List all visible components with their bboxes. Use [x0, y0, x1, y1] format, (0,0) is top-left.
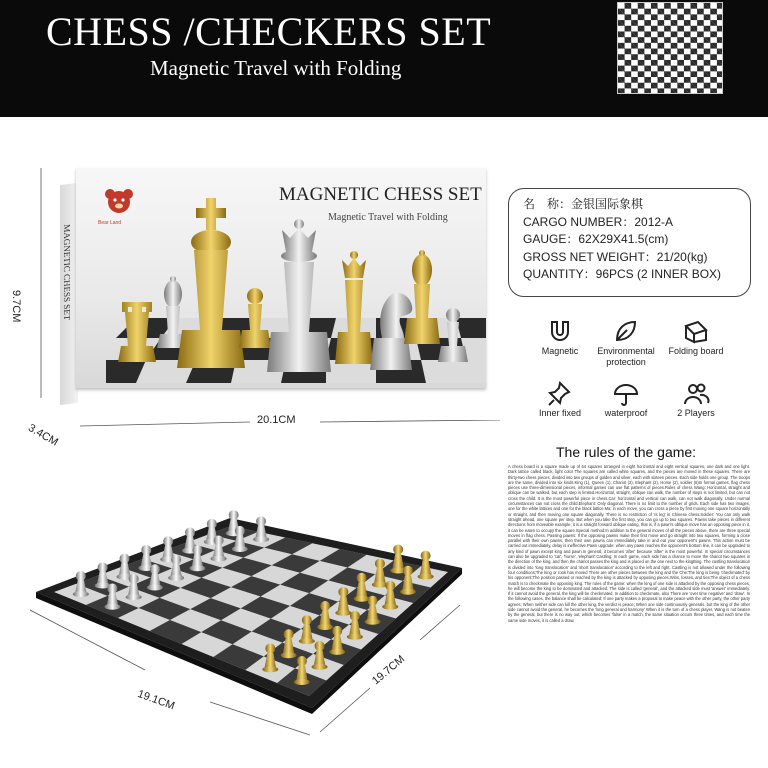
product-name-row: [523, 196, 736, 214]
quantity: QUANTITY：96PCS (2 INNER BOX): [523, 267, 722, 282]
board-side-b-label: 19.7CM: [370, 653, 408, 688]
pin-icon: [546, 380, 574, 408]
box-front: [76, 168, 486, 388]
feature-environmental: [586, 318, 666, 368]
box-width-arrow: [80, 420, 500, 432]
silver-pawn-piece: [438, 306, 468, 366]
name-label: 名 称：: [523, 197, 572, 211]
feature-label: Environmental protection: [597, 346, 655, 367]
feature-waterproof: [586, 380, 666, 419]
players-icon: [682, 380, 710, 408]
umbrella-icon: [612, 380, 640, 408]
gold-king-piece: [176, 198, 246, 373]
name-value: 金银国际象棋: [571, 197, 644, 211]
gold-bishop-piece: [404, 248, 440, 348]
box-height-arrow: [36, 168, 46, 398]
feature-label: Magnetic: [541, 346, 579, 356]
checkerboard-thumbnail: [617, 2, 723, 94]
gauge: GAUGE：62X29X41.5(cm): [523, 232, 669, 247]
logo-text: Bear Land: [98, 220, 122, 226]
rules-body: A chess board is a square made up of 64 squares arranged in eight horizontal and eight vertical squares, one dark and one light. Dark lattice called black, light color The squares are called white squares, and the pieces are moved in these squares. There are thirty-two chess pieces, divided into two groups of golden and silver, each with sixteen pieces. Each side holds one group. The troops are the same, divided into six kinds:King (1), Queen (1), Chariot (2), Elephant (2), Horse (2), soldier (8)In formal games, flag chess pieces use three-dimensional pieces, informal games can use flat patterns of pieces.Rules of chess Wang: Horizontal, straight and oblique can be walked, but each step is limited.Horizontal, straight, oblique can walk, the number of steps is not limited, but can not cross the child. It is the most powerful piece in chess.Car: horizontal and vertical can walk, can not walk diagonally. Under normal circumstances can not cross the child.Elephant: Only diagonal. There is no limit to the number of grids. Each side has two images, one for the white lattices and one for the black lattice.Ma: in each move, you can cross a piece by first moving one square horizontally or straight, and then moving one square diagonally. There is no restriction of 'Is leg' in Chinese chess.Soldier: You can only walk straight ahead, one square per step. But when you take the first step, you can go up to two squares. Pawns take pieces in different directions from moveable example, it is a straight forward oblique eating, that is, if a pawn's oblique move has an opposing piece in it, it can be eaten to occupy the square.Special method:In addition to the general moves of all the pieces above, there are three special moves in flag chess. Passing pawns: If the opposing pawns make their first move and go straight into two squares, forming a close parallel with their own pawns, then their own pawns can immediately take in and eat your opponent's pawns. This action must be carried out immediately, delay is ineffective.Pawn upgrade: when any pawn reaches the opponent's bottom line, it can be upgraded to any kind of pawn except king and pawn.In general, it becomes 'after' because 'after' is the most powerful. In special circumstances can also be upgraded to 'car', 'horse', 'elephant'.Castling: In each game, each side has a chance to move the chariot two squares in the direction of the king, and then the chariot passes the king and is placed on the one next to the kingBing. The castling translocation is divided into 'long translocation' and 'short translocation' according to the left and right. Castling is not allowed under the following four conditions;The king or rook has moved There are other pieces between the king and the Che:The king is being 'checkmated' by his opponent;The position passed or reached by the king is attacked by opposing pieces.Wins, losses, and ties:The object of a chess match is to checkmate the opposing king. The rules of the game: when the king of one side is attacked by the opposing chess pieces, he will become the king to be dominated and attacked. The side is called 'general', and the attacked side must 'answer' immediately. If it cannot avoid the general, the king will be checkmated. In addition to checkmate, also There are 'over time negative' and 'draw'. In the following cases, the balance shall be calculated: If one party makes a proposal to make peace with the other party, the other party agrees; When neither side can kill the other king, the verdict is peace; When one side continuously generals, but the king of the other side cannot avoid the general, he becomes the 'long general and harmony' When it is the turn of a chess player, Wang is not beaten by the general, but there is no way out, which becomes 'false' in a match, the same situation occurs three times, and each time the same side moves, it is called a draw.: [508, 464, 750, 623]
feature-label: waterproof: [604, 408, 648, 418]
silver-queen-piece: [266, 218, 332, 376]
feature-folding: [656, 318, 736, 357]
product-box: [60, 160, 490, 430]
header-banner: [0, 0, 768, 117]
box-subtitle: Magnetic Travel with Folding: [328, 212, 448, 223]
rules-title: The rules of the game:: [556, 444, 697, 460]
box-height-label: 9.7CM: [10, 290, 22, 323]
feature-label: 2 Players: [677, 408, 715, 418]
gold-rook-piece: [116, 298, 158, 366]
feature-players: [656, 380, 736, 419]
box-title: MAGNETIC CHESS SET: [279, 184, 482, 205]
feature-label: Folding board: [668, 346, 724, 356]
feature-icons: [520, 318, 750, 433]
bear-logo-icon: [96, 184, 142, 220]
box-depth-label: 3.4CM: [26, 422, 61, 449]
magnet-icon: [546, 318, 574, 346]
cargo-number: CARGO NUMBER：2012-A: [523, 214, 674, 229]
box-width-label: 20.1CM: [257, 414, 296, 426]
box-spine-text: MAGNETIC CHESS SET: [62, 223, 72, 321]
leaf-icon: [612, 318, 640, 346]
banner-subtitle: Magnetic Travel with Folding: [150, 56, 402, 80]
board-side-a-label: 19.1CM: [135, 688, 177, 713]
feature-label: Inner fixed: [538, 408, 582, 418]
board-dimension-lines: [30, 600, 470, 740]
folding-icon: [682, 318, 710, 346]
gross-net-weight: GROSS NET WEIGHT：21/20(kg): [523, 249, 708, 264]
product-info-card: [508, 188, 751, 297]
banner-title: CHESS /CHECKERS SET: [46, 9, 492, 54]
